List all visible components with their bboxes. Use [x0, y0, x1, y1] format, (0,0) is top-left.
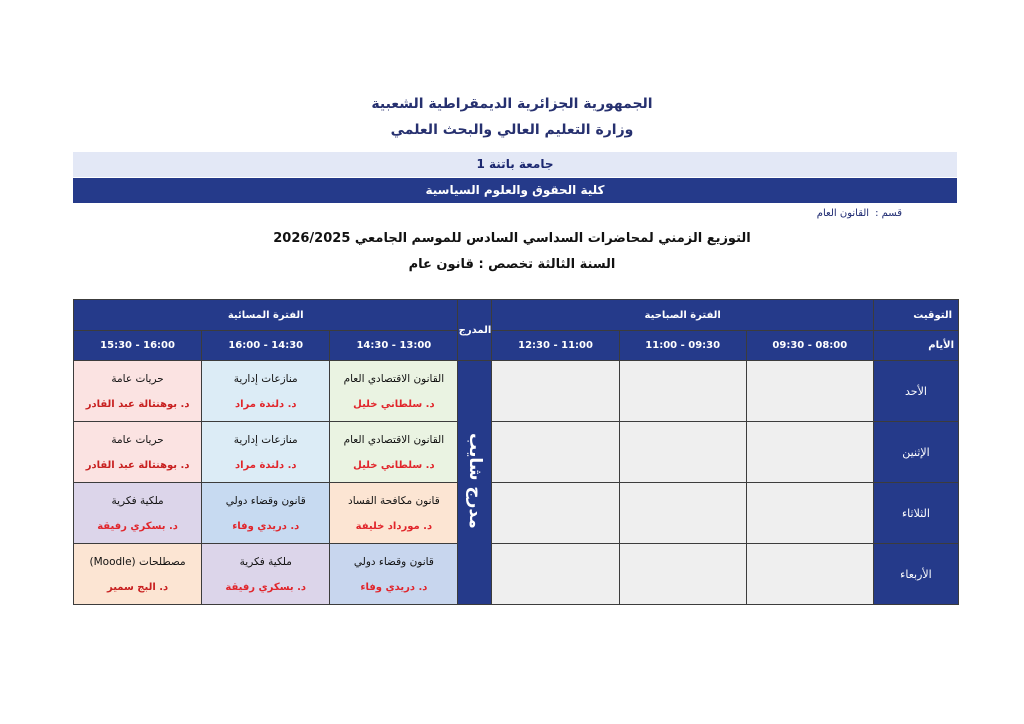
course-name: حريات عامة [111, 372, 164, 385]
evening-period-header: الفترة المسائية [74, 300, 458, 331]
course-name: قانون وقضاء دولي [353, 555, 434, 568]
slot-header: 13:00 - 14:30 [330, 331, 458, 361]
professor-name: د. دريدي وفاء [360, 581, 428, 593]
day-cell: الأحد [873, 361, 958, 422]
course-name: ملكية فكرية [111, 494, 164, 507]
empty-slot [619, 544, 746, 605]
professor-name: د. دلندة مراد [234, 398, 297, 410]
slot-header: 08:00 - 09:30 [746, 331, 873, 361]
course-cell [74, 361, 202, 422]
slot-header: 16:00 - 15:30 [74, 331, 202, 361]
empty-slot [619, 361, 746, 422]
professor-name: د. بوهنتالة عبد القادر [85, 459, 190, 471]
professor-name: د. البج سمير [106, 581, 169, 593]
course-cell [202, 544, 330, 605]
course-cell [74, 483, 202, 544]
faculty-band: كلية الحقوق والعلوم السياسية [73, 178, 957, 203]
republic-header: الجمهورية الجزائرية الديمقراطية الشعبية [371, 96, 653, 112]
professor-name: د. بوهنتالة عبد القادر [85, 398, 190, 410]
slot-header: 14:30 - 16:00 [202, 331, 330, 361]
empty-slot [746, 544, 873, 605]
schedule-table [73, 299, 959, 605]
professor-name: د. سلطاني خليل [353, 398, 435, 410]
empty-slot [619, 483, 746, 544]
course-cell [330, 422, 458, 483]
course-name: القانون الاقتصادي العام [343, 433, 445, 446]
professor-name: د. بسكري رفيقة [97, 520, 178, 532]
days-header: الأيام [873, 331, 958, 361]
course-cell [202, 422, 330, 483]
schedule-title: التوزيع الزمني لمحاضرات السداسي السادس للموسم الجامعي 2026/2025 [273, 231, 751, 246]
course-name: القانون الاقتصادي العام [343, 372, 445, 385]
department-label: قسم : [875, 208, 902, 219]
course-name: ملكية فكرية [239, 555, 292, 568]
professor-name: د. سلطاني خليل [353, 459, 435, 471]
empty-slot [492, 361, 619, 422]
course-name: منازعات إدارية [233, 372, 298, 385]
course-name: منازعات إدارية [233, 433, 298, 446]
university-band: جامعة باتنة 1 [73, 152, 957, 177]
empty-slot [492, 544, 619, 605]
empty-slot [746, 361, 873, 422]
course-cell [202, 483, 330, 544]
professor-name: د. مورداد خليفة [355, 520, 433, 532]
course-cell [74, 422, 202, 483]
day-cell: الإثنين [873, 422, 958, 483]
course-cell [330, 544, 458, 605]
empty-slot [746, 483, 873, 544]
course-cell [330, 361, 458, 422]
department-line [811, 208, 902, 219]
hall-header: المدرج [458, 300, 492, 361]
course-name: مصطلحات (Moodle) [89, 555, 186, 568]
hall-cell [458, 361, 492, 605]
day-cell: الثلاثاء [873, 483, 958, 544]
empty-slot [492, 422, 619, 483]
ministry-header: وزارة التعليم العالي والبحث العلمي [390, 122, 634, 138]
timing-header: التوقيت [873, 300, 958, 331]
course-name: قانون مكافحة الفساد [348, 494, 440, 507]
empty-slot [492, 483, 619, 544]
course-name: قانون وقضاء دولي [225, 494, 306, 507]
slot-header: 09:30 - 11:00 [619, 331, 746, 361]
department-name: القانون العام [816, 208, 870, 219]
course-cell [330, 483, 458, 544]
day-cell: الأربعاء [873, 544, 958, 605]
schedule-subtitle: السنة الثالثة تخصص : قانون عام [408, 257, 616, 272]
professor-name: د. دريدي وفاء [232, 520, 300, 532]
empty-slot [746, 422, 873, 483]
course-name: حريات عامة [111, 433, 164, 446]
slot-header: 11:00 - 12:30 [492, 331, 619, 361]
hall-name: مدرج شايب [464, 432, 485, 529]
course-cell [202, 361, 330, 422]
professor-name: د. بسكري رفيقة [225, 581, 307, 593]
professor-name: د. دلندة مراد [234, 459, 297, 471]
course-cell [74, 544, 202, 605]
empty-slot [619, 422, 746, 483]
morning-period-header: الفترة الصباحية [492, 300, 873, 331]
